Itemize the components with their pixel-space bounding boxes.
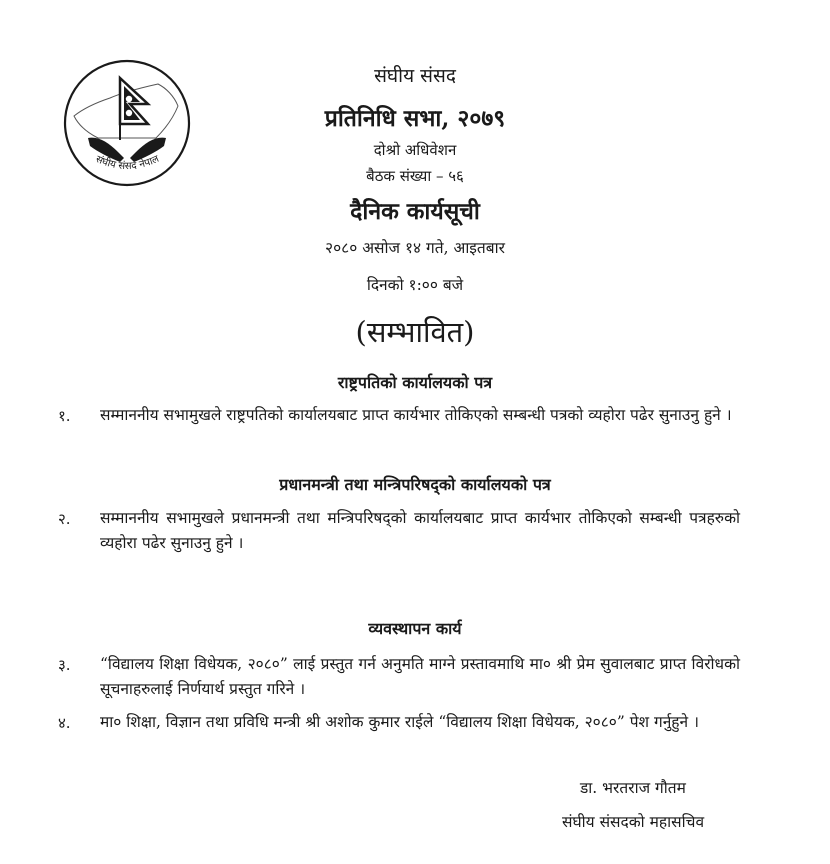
signatory-title: संघीय संसदको महासचिव xyxy=(562,813,705,831)
agenda-item: सम्माननीय सभामुखले प्रधानमन्त्री तथा मन्त्रिपरिषद्को कार्यालयबाट प्राप्त कार्यभार तोकिएको सम्बन्धी पत्रहरुको व्यहोरा पढेर सुनाउनु हुने । xyxy=(100,509,740,552)
agenda-item: मा० शिक्षा, विज्ञान तथा प्रविधि मन्त्री श्री अशोक कुमार राईले “विद्यालय शिक्षा विधेयक, २०८०” पेश गर्नुहुने । xyxy=(100,713,699,731)
section-heading-legislation: व्यवस्थापन कार्य xyxy=(368,619,462,638)
agenda-title: दैनिक कार्यसूची xyxy=(350,198,480,225)
meeting-number: बैठक संख्या – ५६ xyxy=(366,167,464,185)
agenda-status: (सम्भावित) xyxy=(355,315,475,349)
agenda-time: दिनको १:०० बजे xyxy=(366,276,464,294)
agenda-item: सम्माननीय सभामुखले राष्ट्रपतिको कार्यालयबाट प्राप्त कार्यभार तोकिएको सम्बन्धी पत्रको व्यहोरा पढेर सुनाउनु हुने । xyxy=(100,406,732,424)
agenda-item: “विद्यालय शिक्षा विधेयक, २०८०” लाई प्रस्तुत गर्न अनुमति माग्ने प्रस्तावमाथि मा० श्री प्रेम सुवालबाट प्राप्त विरोधको सूचनाहरुलाई निर्णयार्थ प्रस्तुत गरिने । xyxy=(100,655,740,698)
agenda-date: २०८० असोज १४ गते, आइतबार xyxy=(325,239,505,257)
item-number: ४. xyxy=(58,714,71,732)
house-title: प्रतिनिधि सभा, २०७९ xyxy=(324,105,506,132)
org-name: संघीय संसद xyxy=(374,65,456,87)
section-heading-president: राष्ट्रपतिको कार्यालयको पत्र xyxy=(337,373,493,392)
item-number: २. xyxy=(58,510,71,528)
signatory-name: डा. भरतराज गौतम xyxy=(580,779,686,797)
section-heading-pm: प्रधानमन्त्री तथा मन्त्रिपरिषद्को कार्यालयको पत्र xyxy=(279,475,551,494)
session-label: दोश्रो अधिवेशन xyxy=(373,141,457,159)
item-number: ३. xyxy=(58,656,71,674)
item-number: १. xyxy=(58,407,71,425)
svg-text:संघीय संसद नेपाल: संघीय संसद नेपाल xyxy=(93,153,161,173)
